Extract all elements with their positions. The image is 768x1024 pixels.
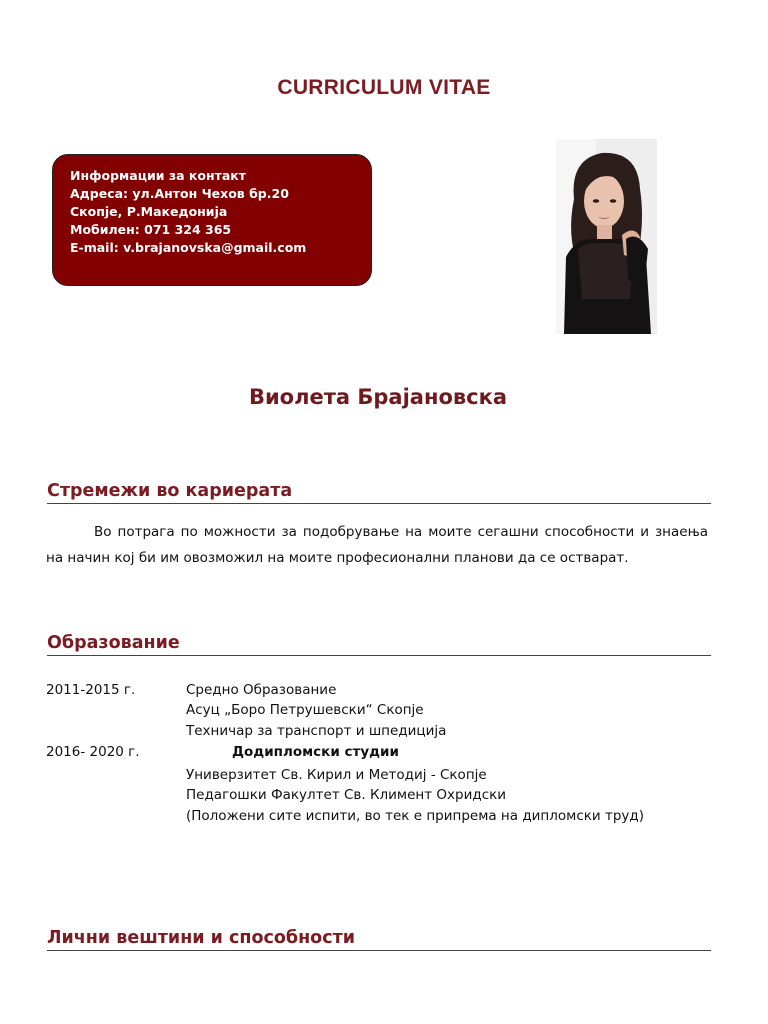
person-name: Виолета Брајановска xyxy=(248,385,508,409)
mobile-line xyxy=(70,221,361,239)
portrait-photo xyxy=(556,139,657,334)
education-line: Додипломски студии xyxy=(232,744,399,760)
contact-info-box xyxy=(52,154,372,286)
education-line: Универзитет Св. Кирил и Методиј - Скопје xyxy=(186,767,487,783)
address-city: Скопје, Р.Македонија xyxy=(70,204,228,219)
education-line: Средно Образование xyxy=(186,682,337,698)
address-line xyxy=(70,185,361,203)
career-paragraph: Во потрага по можности за подобрување на моите сегашни способности и знаења на начин кој би им овозможил на моите професионални планови да се остварат. xyxy=(46,524,708,566)
education-years-2: 2016- 2020 г. xyxy=(46,744,140,760)
email-line xyxy=(70,239,361,257)
education-line: Техничар за транспорт и шпедиција xyxy=(186,723,447,739)
education-line: (Положени сите испити, во тек е припрема на дипломски труд) xyxy=(186,808,644,824)
email-label: E-mail: xyxy=(70,240,119,255)
education-line: Асуц „Боро Петрушевски“ Скопје xyxy=(186,702,424,718)
section-skills-heading: Лични вештини и способности xyxy=(47,928,711,951)
contact-heading: Информации за контакт xyxy=(70,168,246,183)
section-education-heading: Образование xyxy=(47,633,711,656)
education-line: Педагошки Факултет Св. Климент Охридски xyxy=(186,787,507,803)
mobile-value: 071 324 365 xyxy=(139,222,232,237)
address-value: ул.Антон Чехов бр.20 xyxy=(128,186,289,201)
document-title: CURRICULUM VITAE xyxy=(277,76,491,99)
email-value: v.brajanovska@gmail.com xyxy=(118,240,307,255)
section-career-heading: Стремежи во кариерата xyxy=(47,481,711,504)
address-label: Адреса: xyxy=(70,186,129,201)
education-years-1: 2011-2015 г. xyxy=(46,682,136,698)
mobile-label: Мобилен: xyxy=(70,222,140,237)
